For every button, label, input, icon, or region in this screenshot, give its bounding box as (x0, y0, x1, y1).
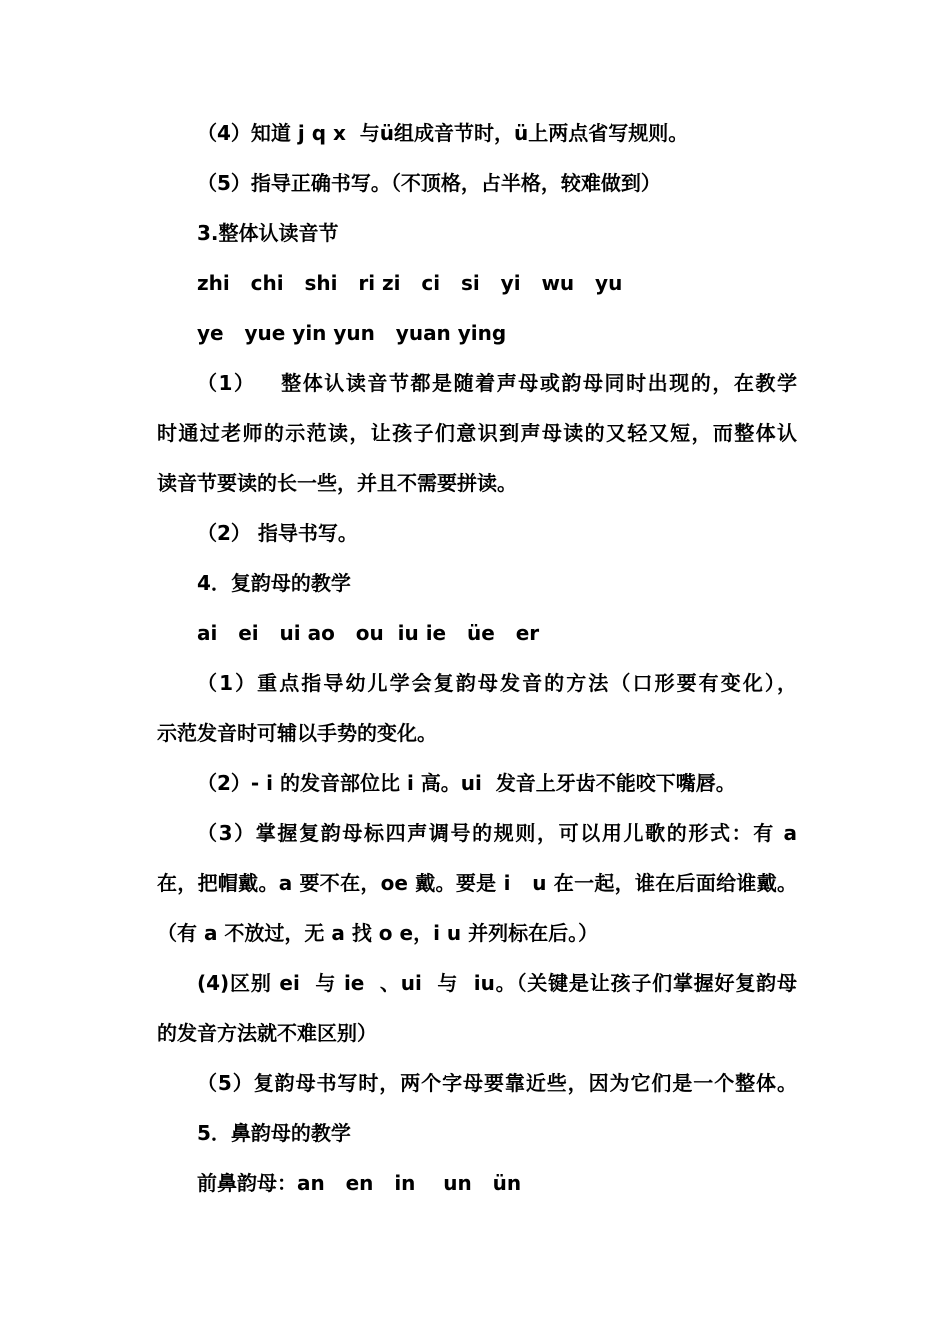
text-line: 在，把帽戴。a 要不在，oe 戴。要是 i u 在一起，谁在后面给谁戴。 (157, 871, 797, 895)
text-line: （1） 整体认读音节都是随着声母或韵母同时出现的，在教学 (197, 371, 797, 395)
section-heading: 3.整体认读音节 (197, 221, 339, 245)
text-line: 读音节要读的长一些，并且不需要拼读。 (157, 471, 517, 495)
text-line: 前鼻韵母：an en in un ün (197, 1171, 522, 1195)
text-line: （2） 指导书写。 (197, 521, 358, 545)
section-heading: 5．鼻韵母的教学 (197, 1121, 351, 1145)
text-line: (4)区别 ei 与 ie 、ui 与 iu。（关键是让孩子们掌握好复韵母 (197, 971, 797, 995)
text-line: 示范发音时可辅以手势的变化。 (157, 721, 437, 745)
text-line: ai ei ui ao ou iu ie üe er (197, 621, 540, 645)
text-line: 的发音方法就不难区别） (157, 1021, 377, 1045)
text-line: （5）复韵母书写时，两个字母要靠近些，因为它们是一个整体。 (197, 1071, 797, 1095)
text-line: zhi chi shi ri zi ci si yi wu yu (197, 271, 623, 295)
text-line: 时通过老师的示范读，让孩子们意识到声母读的又轻又短，而整体认 (157, 421, 797, 445)
text-line: （2）- i 的发音部位比 i 高。ui 发音上牙齿不能咬下嘴唇。 (197, 771, 736, 795)
section-heading: 4．复韵母的教学 (197, 571, 351, 595)
text-line: （3）掌握复韵母标四声调号的规则，可以用儿歌的形式：有 a (197, 821, 797, 845)
document-body (157, 108, 797, 1208)
text-line: （5）指导正确书写。（不顶格，占半格，较难做到） (197, 171, 661, 195)
text-line: （4）知道 j q x 与ü组成音节时，ü上两点省写规则。 (197, 121, 689, 145)
text-line: ye yue yin yun yuan ying (197, 321, 507, 345)
text-line: （有 a 不放过，无 a 找 o e，i u 并列标在后。） (157, 921, 599, 945)
text-line: （1）重点指导幼儿学会复韵母发音的方法（口形要有变化）， (197, 671, 797, 695)
